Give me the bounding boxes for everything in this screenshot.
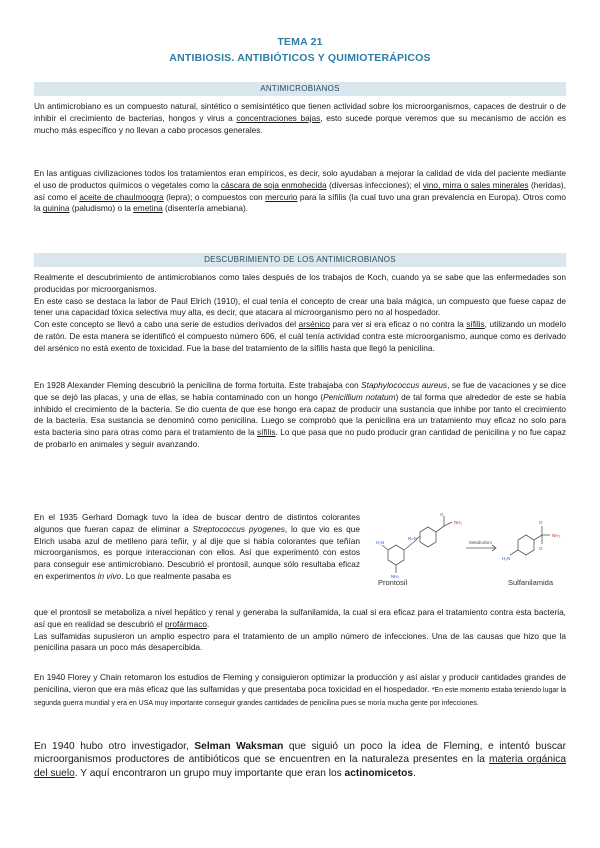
underlined-term: sífilis [257,427,276,438]
prontosil-metabolism-figure [368,510,568,590]
section-heading-descubrimiento: DESCUBRIMIENTO DE LOS ANTIMICROBIANOS [34,253,566,267]
underlined-term: profármaco [165,618,207,629]
underlined-term: aceite de chaulmoogra [79,191,164,202]
svg-text:O: O [440,512,444,517]
underlined-term: mercurio [265,191,298,202]
svg-text:N=N: N=N [408,536,418,541]
paragraph-sulfamidas: que el prontosil se metaboliza a nivel hepático y renal y generaba la sulfanilamida, la cual si era eficaz para el tratamiento contra esta bacteria, así que en realidad se descubrió el profármaco. Las sulfamidas supusieron un amplio espectro para el tratamiento de un amplio número de infecciones. Una de las causas que hizo que la penicilina pasara un poco más desapercibida. [34,607,566,653]
paragraph-fleming: En 1928 Alexander Fleming descubrió la penicilina de forma fortuita. Este trabajaba con Staphylococcus aureus, se fue de vacaciones y se dice que se dejó las placas, y una de ellas, se había contaminado con un hongo (Penicillium notatum) de tal forma que alrededor de este se había inhibido el crecimiento de la bacteria. Se dio cuenta de que ese hongo era capaz de producir una sustancia que inhibe por tanto el crecimiento de la bacteria. Esa sustancia se denominó como penicilina. Luego se comprobó que la penicilina era un tratamiento muy eficaz no solo para esta bacteria sino para otras como para el tratamiento de la sífilis. Lo que pasa que no pudo producir gran cantidad de penicilina y no fue capaz de probarlo en animales y seguir avanzando. [34,380,567,449]
paragraph-history: En las antiguas civilizaciones todos los tratamientos eran empíricos, es decir, solo ayudaban a mejorar la calidad de vida del paciente mediante el uso de productos químicos o vegetales como la cáscara de soja enmohecida (diversas infecciones); el vino, mirra o sales minerales (heridas), así como el aceite de chaulmoogra (lepra); o compuestos con mercurio para la sífilis (la cual tuvo una gran prevalencia en Europa). Otros como la quinina (paludismo) o la emetina (disentería amebiana). [34,168,566,214]
paragraph-definition: Un antimicrobiano es un compuesto natural, sintético o semisintético que tienen actividad sobre los microorganismos, capaces de destruir o de inhibir el crecimiento de bacterias, hongos y virus a concentraciones bajas, esto sucede porque veremos que su mecanismo de acción es mucho más específico y no llevan a cabo procesos generales. [34,101,566,135]
svg-text:O: O [539,546,543,551]
underlined-term: emetina [133,203,163,214]
prontosil-label: Prontosil [378,578,408,587]
underlined-term: concentraciones bajas [236,112,321,123]
arrow-label: Metabolism [469,540,493,545]
sulfanilamida-label: Sulfanilamida [508,578,554,587]
svg-text:O: O [539,520,543,525]
footnote-war: *En este momento estaba teniendo lugar la segunda guerra mundial y era en USA muy importante conseguir grandes cantidades de penicilina pues se moría mucha gente por infecciones. [34,686,566,707]
document-title: ANTIBIOSIS. ANTIBIÓTICOS Y QUIMIOTERÁPICOS [169,52,431,64]
svg-text:H₂N: H₂N [376,540,385,545]
section-heading-antimicrobianos: ANTIMICROBIANOS [34,82,566,96]
underlined-term: vino, mirra o sales minerales [422,179,529,190]
underlined-term: materia orgánica del suelo [34,754,566,779]
svg-text:NH₂: NH₂ [454,520,463,525]
svg-text:NH₂: NH₂ [391,574,400,579]
paragraph-waksman: En 1940 hubo otro investigador, Selman Waksman que siguió un poco la idea de Fleming, e intentó buscar microorganismos productores de antibióticos que se encuentren en la naturaleza presentes en la materia orgánica del suelo. Y aquí encontraron un grupo muy importante que eran los actinomicetos. [34,741,566,779]
paragraph-ehrlich: Realmente el descubrimiento de antimicrobianos como tales después de los trabajos de Koch, cuando ya se sabe que las enfermedades son producidas por microorganismos. En este caso se destaca la labor de Paul Elrich (1910), el cual tenía el concepto de crear una bala mágica, un compuesto que fuese capaz de tener una capacidad tóxica selectiva muy alta, es decir, que atacara al microorganismo pero no al hospedador. Con este concepto se llevó a cabo una serie de estudios derivados del arsénico para ver si era eficaz o no contra la sífilis, utilizando un modelo de ratón. De esta manera se identificó el compuesto número 606, el cuál tenía actividad contra este microorganismo, aunque como es derivado del arsénico no está exento de toxicidad. Fue la base del tratamiento de la sífilis hasta que llegó la penicilina. [34,272,566,353]
paragraph-domagk: En el 1935 Gerhard Domagk tuvo la idea de buscar dentro de distintos colorantes algunos que fueran capaz de eliminar a Streptococcus pyogenes, lo que vio es que Elrich usaba azul de metileno para teñir, y al dije que si había colorantes que teñían microorganismos, es porque interaccionan con ellos. Así que experimentó con estos para conseguir ese antimicrobiano. Descubrió el prontosil, aunque sólo resultaba eficaz en experimentos in vivo. Lo que realmente pasaba es [34,512,360,581]
paragraph-florey-chain: En 1940 Florey y Chain retomaron los estudios de Fleming y consiguieron optimizar la producción y así aislar y producir cantidades grandes de penicilina, vieron que era más eficaz que las sulfamidas y que presentaba poca toxicidad en el hospedador. *En este momento estaba teniendo lugar la segunda guerra mundial y era en USA muy importante conseguir grandes cantidades de penicilina pues se moría mucha gente por infecciones. [34,672,566,707]
underlined-term: quinina [42,203,70,214]
svg-text:NH₂: NH₂ [552,533,561,538]
svg-text:H₂N: H₂N [502,556,511,561]
underlined-term: cáscara de soja enmohecida [220,179,327,190]
underlined-term: sífilis [466,319,485,330]
underlined-term: arsénico [298,319,330,330]
topic-number: TEMA 21 [277,36,323,48]
